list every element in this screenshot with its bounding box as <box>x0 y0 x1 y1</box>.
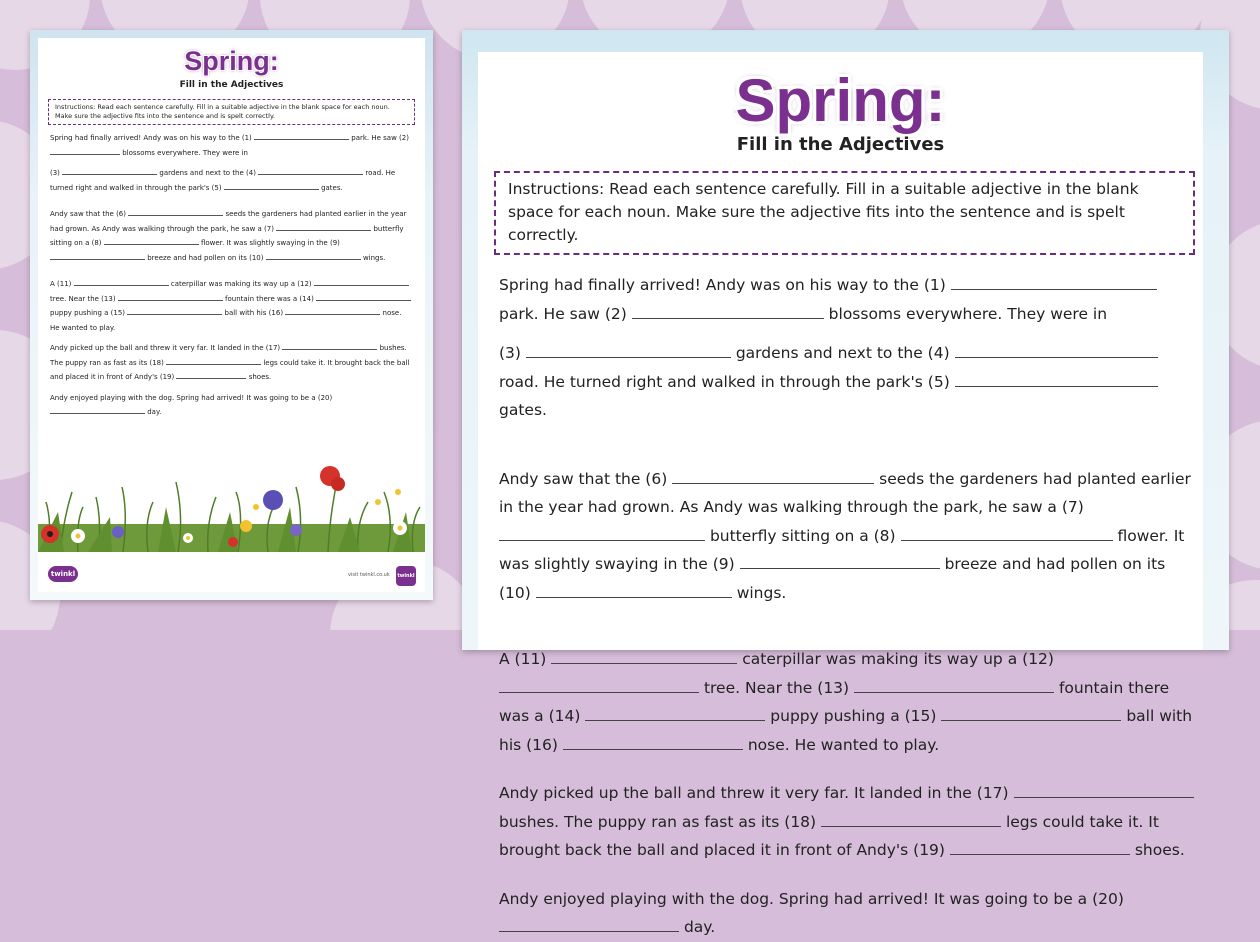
paragraph: A (11) caterpillar was making its way up a (12) tree. Near the (13) fountain there was a (14) puppy pushing a (15) ball with his (16) nose. He wanted to play. <box>499 650 1193 754</box>
worksheet-subtitle: Fill in the Adjectives <box>736 134 945 155</box>
worksheet-preview <box>462 30 1229 936</box>
worksheet-title: Spring: <box>735 67 946 134</box>
thumb-paragraph: A (11) caterpillar was making its way up a (12) tree. Near the (13) fountain there was a (14) puppy pushing a (15) ball with his (16) nose. He wanted to play. <box>50 277 413 335</box>
instructions-box: Instructions: Read each sentence carefully. Fill in a suitable adjective in the blank space for each noun. Make sure the adjective fits into the sentence and is spelt correctly. <box>494 171 1195 255</box>
thumb-body <box>38 131 425 420</box>
flower-meadow-illustration <box>38 462 425 552</box>
thumb-paragraph: Spring had finally arrived! Andy was on his way to the (1) park. He saw (2) blossoms everywhere. They were in <box>50 134 409 157</box>
thumb-instructions: Instructions: Read each sentence carefully. Fill in a suitable adjective in the blank space for each noun. Make sure the adjective fits into the sentence and is spelt correctly. <box>48 99 415 125</box>
thumb-paragraph: Andy picked up the ball and threw it very far. It landed in the (17) bushes. The puppy ran as fast as its (18) legs could take it. It brought back the ball and placed it in front of Andy's (19) shoes. <box>50 344 410 381</box>
thumb-title: Spring: <box>184 46 279 76</box>
worksheet-thumbnail[interactable] <box>30 30 433 600</box>
footer-url: visit twinkl.co.uk <box>348 572 390 578</box>
paragraph: Andy picked up the ball and threw it very far. It landed in the (17) bushes. The puppy ran as fast as its (18) legs could take it. It brought back the ball and placed it in front of Andy's (19) shoes. <box>499 779 1197 865</box>
paragraph: Spring had finally arrived! Andy was on his way to the (1) park. He saw (2) blossoms everywhere. They were in <box>499 271 1197 328</box>
thumb-paragraph: Andy saw that the (6) seeds the gardeners had planted earlier in the year had grown. As Andy was walking through the park, he saw a (7) butterfly sitting on a (8) flower. It was slightly swaying in the (9) breeze and had pollen on its (10) wings. <box>50 210 407 262</box>
thumb-footer <box>38 552 425 592</box>
thumb-paragraph: (3) gardens and next to the (4) road. He turned right and walked in through the park's (5) gates. <box>50 169 396 192</box>
paragraph: Andy saw that the (6) seeds the gardeners had planted earlier in the year had grown. As Andy was walking through the park, he saw a (7) butterfly sitting on a (8) flower. It was slightly swaying in the (9) breeze and had pollen on its (10) wings. <box>499 469 1191 602</box>
twinkl-badge: twinkl <box>396 566 416 586</box>
twinkl-logo: twinkl <box>48 566 78 582</box>
worksheet-body <box>478 271 1203 942</box>
paragraph: Andy enjoyed playing with the dog. Spring had arrived! It was going to be a (20) day. <box>499 889 1124 936</box>
thumb-paragraph: Andy enjoyed playing with the dog. Spring had arrived! It was going to be a (20) day. <box>50 393 333 416</box>
thumb-subtitle: Fill in the Adjectives <box>179 80 284 90</box>
paragraph: (3) gardens and next to the (4) road. He turned right and walked in through the park's (5) gates. <box>499 339 1197 425</box>
